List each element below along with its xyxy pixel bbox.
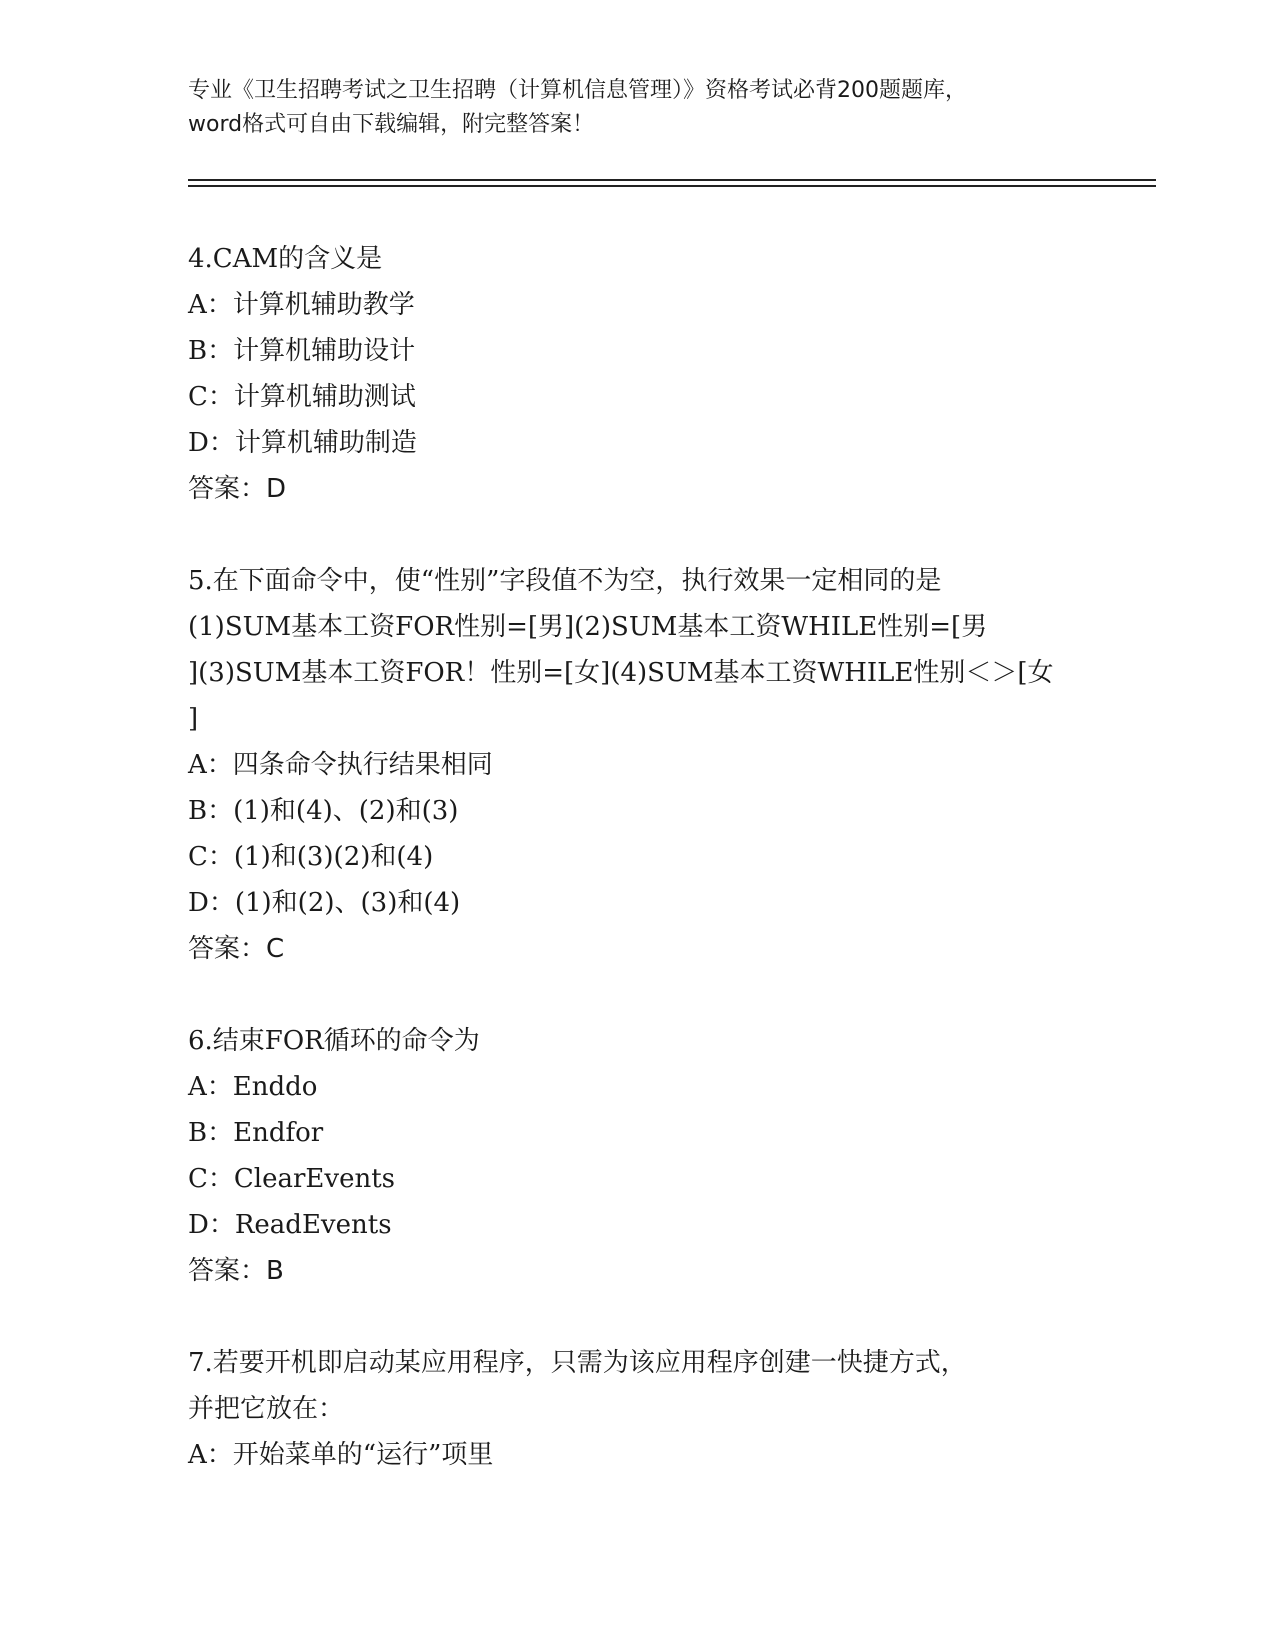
option-b: B：(1)和(4)、(2)和(3) [188,796,459,826]
question-7 [188,1340,1088,1478]
question-stem: 7.若要开机即启动某应用程序，只需为该应用程序创建一快捷方式， [188,1348,967,1378]
option-a: A：Enddo [188,1072,318,1102]
question-stem: 6.结束FOR循环的命令为 [188,1026,480,1056]
question-spacer [188,1294,1088,1340]
answer-line: 答案：C [188,934,285,964]
option-d: D：ReadEvents [188,1210,392,1240]
question-list [188,236,1088,1478]
question-stem-continued: ](3)SUM基本工资FOR！性别=[女](4)SUM基本工资WHILE性别＜＞[女 [188,658,1054,688]
question-spacer [188,512,1088,558]
question-stem-continued: ] [188,704,199,734]
question-stem: 5.在下面命令中，使“性别”字段值不为空，执行效果一定相同的是 [188,566,942,596]
option-c: C：计算机辅助测试 [188,382,416,412]
answer-line: 答案：D [188,474,287,504]
header-title-line-1: 专业《卫生招聘考试之卫生招聘（计算机信息管理）》资格考试必背200题题库， [188,78,967,103]
option-b: B：计算机辅助设计 [188,336,416,366]
question-stem-continued: (1)SUM基本工资FOR性别=[男](2)SUM基本工资WHILE性别=[男 [188,612,988,642]
option-a: A：开始菜单的“运行”项里 [188,1440,494,1470]
header-title-line-2: word格式可自由下载编辑，附完整答案！ [188,112,595,137]
question-5 [188,558,1088,972]
question-stem-continued: 并把它放在： [188,1394,345,1424]
option-c: C：(1)和(3)(2)和(4) [188,842,434,872]
header-rule-top [188,179,1156,181]
question-spacer [188,972,1088,1018]
option-c: C：ClearEvents [188,1164,396,1194]
header-rule-bottom [188,185,1156,187]
option-d: D：计算机辅助制造 [188,428,417,458]
question-stem: 4.CAM的含义是 [188,244,383,274]
answer-line: 答案：B [188,1256,284,1286]
option-a: A：四条命令执行结果相同 [188,750,493,780]
question-6 [188,1018,1088,1294]
question-4 [188,236,1088,512]
option-b: B：Endfor [188,1118,324,1148]
option-d: D：(1)和(2)、(3)和(4) [188,888,461,918]
option-a: A：计算机辅助教学 [188,290,415,320]
document-header [188,74,1088,142]
